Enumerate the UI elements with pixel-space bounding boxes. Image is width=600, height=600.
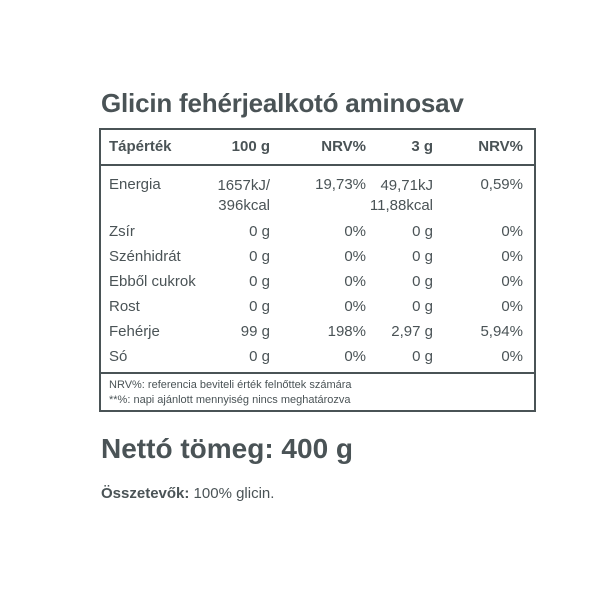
row-per-3g: 0 g [412,298,433,315]
header-nrv-3g: NRV% [478,138,523,155]
header-nrv-100g: NRV% [321,138,366,155]
header-nutrient: Tápérték [109,138,172,155]
row-nrv-3g: 0,59% [480,176,523,193]
page-title: Glicin fehérjealkotó aminosav [101,88,464,118]
row-nrv-100g: 0% [344,348,366,365]
row-per-3g: 2,97 g [391,323,433,340]
row-nrv-3g: 0% [501,223,523,240]
row-per-100g: 0 g [249,248,270,265]
row-nutrient: Zsír [109,223,135,240]
row-nutrient: Energia [109,176,161,193]
row-nrv-100g: 198% [327,323,366,340]
ingredients [101,485,274,502]
row-nrv-3g: 5,94% [480,323,523,340]
header-per-100g: 100 g [231,138,270,155]
body-divider [101,372,534,374]
row-per-100g [217,176,270,216]
row-per-100g: 0 g [249,298,270,315]
row-per-3g [370,176,433,216]
row-per-3g-kcal: 11,88kcal [369,197,433,214]
row-per-3g-kj: 49,71kJ [380,177,433,194]
header-divider [101,164,534,166]
row-nrv-100g: 0% [344,223,366,240]
row-nutrient: Rost [109,298,140,315]
table-header-row [101,138,534,162]
nutrition-table [99,128,536,412]
row-per-3g: 0 g [412,223,433,240]
table-row [101,176,534,216]
row-nutrient: Ebből cukrok [109,273,196,290]
row-per-3g: 0 g [412,273,433,290]
row-per-100g-kcal: 396kcal [218,197,270,214]
row-nrv-3g: 0% [501,348,523,365]
row-per-100g-kj: 1657kJ/ [217,177,270,194]
row-nrv-100g: 0% [344,248,366,265]
net-weight: Nettó tömeg: 400 g [101,433,354,464]
row-nutrient: Szénhidrát [109,248,181,265]
header-per-3g: 3 g [411,138,433,155]
row-per-100g: 0 g [249,273,270,290]
row-per-100g: 0 g [249,348,270,365]
footnote-nrv: NRV%: referencia beviteli érték felnőttek számára [109,379,352,391]
row-nrv-100g: 0% [344,273,366,290]
row-nrv-3g: 0% [501,248,523,265]
row-nutrient: Fehérje [109,323,160,340]
row-per-3g: 0 g [412,248,433,265]
row-per-3g: 0 g [412,348,433,365]
footnote-undefined: **%: napi ajánlott mennyiség nincs meghatározva [109,394,351,406]
footnotes [109,378,352,408]
row-per-100g: 99 g [240,323,270,340]
ingredients-label: Összetevők: [101,485,190,502]
row-nrv-3g: 0% [501,298,523,315]
row-nrv-100g: 0% [344,298,366,315]
row-nrv-100g: 19,73% [315,176,366,193]
row-nutrient: Só [109,348,128,365]
row-nrv-3g: 0% [501,273,523,290]
ingredients-value: 100% glicin. [189,485,275,502]
row-per-100g: 0 g [249,223,270,240]
